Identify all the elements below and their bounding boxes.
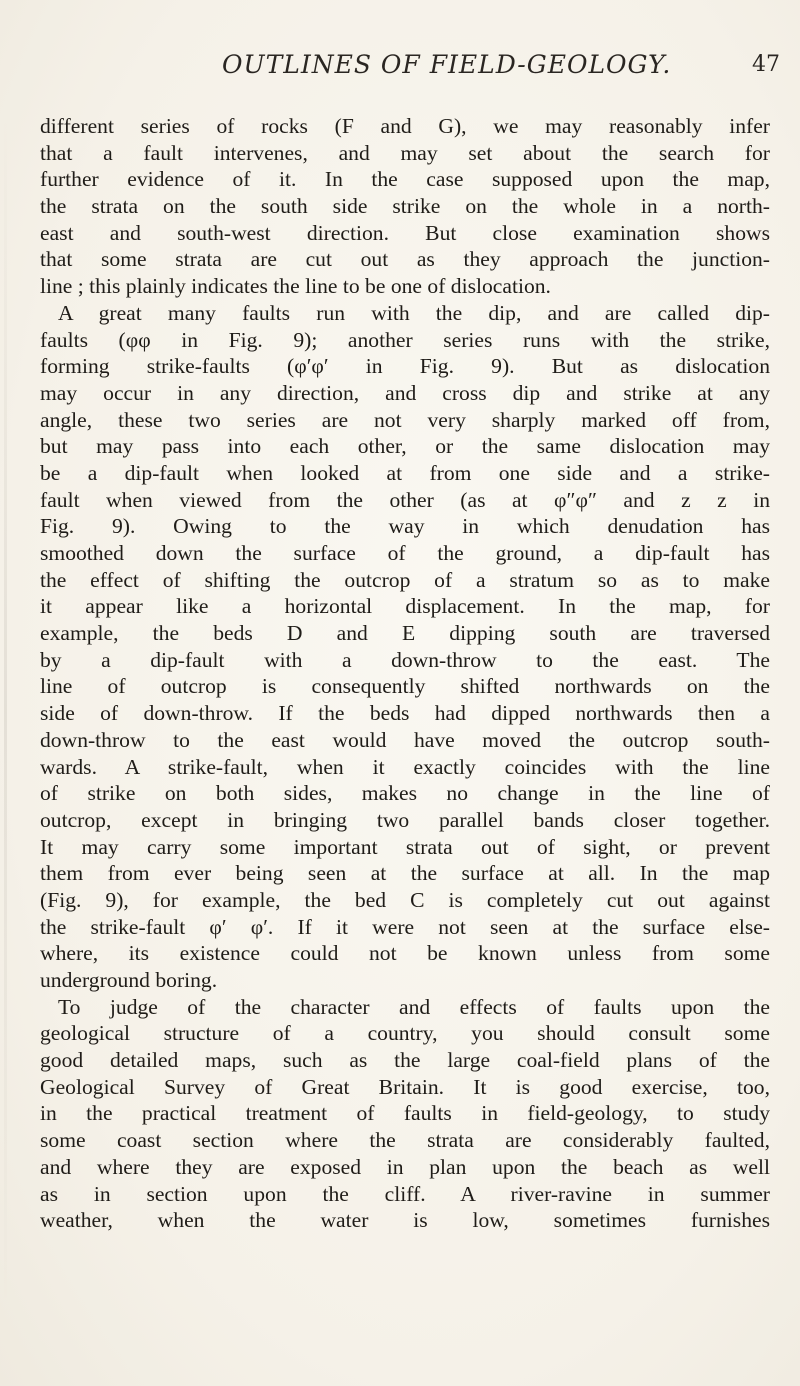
text-line: Fig. 9). Owing to the way in which denudation has <box>40 514 770 539</box>
text-line: and where they are exposed in plan upon the beach as well <box>40 1154 770 1179</box>
page-number: 47 <box>752 52 780 77</box>
text-line: underground boring. <box>40 968 218 992</box>
text-line: line ; this plainly indicates the line to be one of dislocation. <box>40 274 551 299</box>
text-line: To judge of the character and effects of faults upon the <box>58 994 770 1019</box>
text-line: east and south-west direction. But close examination shows <box>40 220 770 245</box>
text-line: weather, when the water is low, sometimes furnishes <box>40 1208 770 1233</box>
text-line: that some strata are cut out as they approach the junction- <box>40 247 770 272</box>
text-line: be a dip-fault when looked at from one side and a strike- <box>40 460 770 485</box>
page-gutter-shadow <box>4 110 7 1310</box>
running-head: OUTLINES OF FIELD-GEOLOGY. <box>222 50 672 79</box>
text-line: geological structure of a country, you should consult some <box>40 1021 770 1046</box>
text-line: the strata on the south side strike on the whole in a north- <box>40 194 770 219</box>
text-line: fault when viewed from the other (as at φ″φ″ and z z in <box>40 487 770 512</box>
text-line: as in section upon the cliff. A river-ravine in summer <box>40 1181 770 1206</box>
text-line: wards. A strike-fault, when it exactly coincides with the line <box>40 754 770 779</box>
text-line: down-throw to the east would have moved the outcrop south- <box>40 727 770 752</box>
text-line: example, the beds D and E dipping south are traversed <box>40 621 770 646</box>
text-line: but may pass into each other, or the same dislocation may <box>40 434 770 459</box>
text-line: further evidence of it. In the case supposed upon the map, <box>40 167 770 192</box>
text-line: angle, these two series are not very sharply marked off from, <box>40 407 770 432</box>
text-line: the effect of shifting the outcrop of a stratum so as to make <box>40 567 770 592</box>
text-line: may occur in any direction, and cross dip and strike at any <box>40 380 770 405</box>
page-header <box>0 50 800 90</box>
text-line: where, its existence could not be known unless from some <box>40 941 770 966</box>
text-line: (Fig. 9), for example, the bed C is completely cut out against <box>40 887 770 912</box>
text-line: smoothed down the surface of the ground, a dip-fault has <box>40 541 770 565</box>
body-text <box>40 113 770 1234</box>
text-line: forming strike-faults (φ′φ′ in Fig. 9). But as dislocation <box>40 354 770 379</box>
text-line: some coast section where the strata are considerably faulted, <box>40 1128 770 1153</box>
text-line: Geological Survey of Great Britain. It is good exercise, too, <box>40 1074 770 1099</box>
text-line: side of down-throw. If the beds had dipped northwards then a <box>40 701 770 726</box>
text-line: different series of rocks (F and G), we may reasonably infer <box>40 114 770 138</box>
text-line: faults (φφ in Fig. 9); another series runs with the strike, <box>40 327 770 352</box>
text-line: in the practical treatment of faults in field-geology, to study <box>40 1101 770 1126</box>
text-line: It may carry some important strata out of sight, or prevent <box>40 834 770 859</box>
text-line: A great many faults run with the dip, and are called dip- <box>58 300 770 325</box>
text-line: it appear like a horizontal displacement. In the map, for <box>40 594 770 619</box>
text-line: of strike on both sides, makes no change in the line of <box>40 781 770 806</box>
text-line: them from ever being seen at the surface at all. In the map <box>40 861 770 886</box>
text-line: line of outcrop is consequently shifted northwards on the <box>40 674 770 699</box>
text-line: the strike-fault φ′ φ′. If it were not seen at the surface else- <box>40 914 770 939</box>
text-line: good detailed maps, such as the large coal-field plans of the <box>40 1048 770 1073</box>
text-line: that a fault intervenes, and may set about the search for <box>40 140 770 165</box>
text-line: outcrop, except in bringing two parallel bands closer together. <box>40 807 770 832</box>
text-line: by a dip-fault with a down-throw to the east. The <box>40 647 770 672</box>
